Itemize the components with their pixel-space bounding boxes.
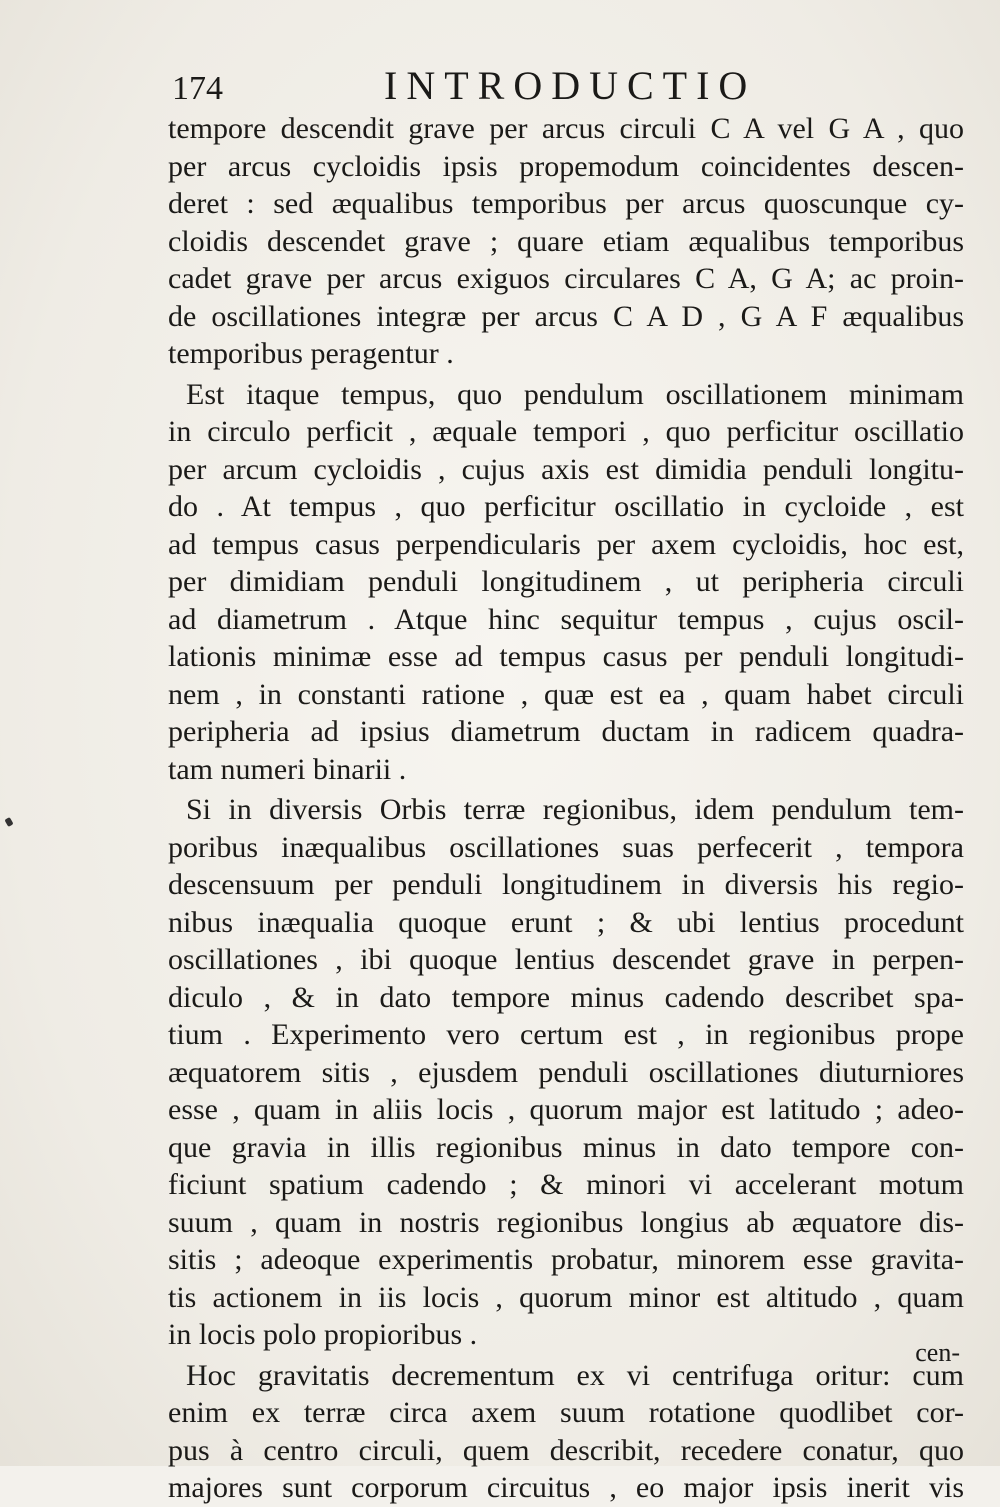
paragraph-4 bbox=[168, 1357, 964, 1507]
text-line: ad tempus casus perpendicularis per axem cycloidis, hoc est, bbox=[168, 527, 964, 561]
text-line: in locis polo propioribus . bbox=[168, 1318, 478, 1351]
paragraph-1 bbox=[168, 110, 964, 373]
paragraph-2 bbox=[168, 376, 964, 789]
text-line: tempore descendit grave per arcus circuli C A vel G A , quo bbox=[168, 112, 964, 145]
text-line: deret : sed æqualibus temporibus per arcus quoscunque cy- bbox=[168, 187, 964, 220]
text-line: cadet grave per arcus exiguos circulares C A, G A; ac proin- bbox=[168, 262, 964, 295]
text-line: esse , quam in aliis locis , quorum major est latitudo ; adeo- bbox=[168, 1093, 964, 1126]
text-line: per dimidiam penduli longitudinem , ut peripheria circuli bbox=[168, 565, 964, 598]
text-line: Si in diversis Orbis terræ regionibus, idem pendulum tem- bbox=[186, 793, 964, 826]
text-line: cloidis descendet grave ; quare etiam æqualibus temporibus bbox=[168, 224, 964, 258]
text-line: diculo , & in dato tempore minus cadendo describet spa- bbox=[168, 980, 964, 1014]
text-line: nibus inæqualia quoque erunt ; & ubi lentius procedunt bbox=[168, 905, 964, 939]
text-line: per arcus cycloidis ipsis propemodum coincidentes descen- bbox=[168, 149, 964, 183]
text-line: tis actionem in iis locis , quorum minor est altitudo , quam bbox=[168, 1280, 964, 1314]
text-line: in circulo perficit , æquale tempori , quo perficitur oscillatio bbox=[168, 415, 964, 448]
text-line: oscillationes , ibi quoque lentius descendet grave in perpen- bbox=[168, 943, 964, 976]
running-head: INTRODUCTIO bbox=[384, 63, 757, 108]
text-line: tium . Experimento vero certum est , in regionibus prope bbox=[168, 1018, 964, 1051]
text-line: lationis minimæ esse ad tempus casus per penduli longitudi- bbox=[168, 640, 964, 673]
text-line: pus à centro circuli, quem describit, recedere conatur, quo bbox=[168, 1433, 964, 1467]
text-line: Est itaque tempus, quo pendulum oscillationem minimam bbox=[186, 377, 964, 411]
text-line: do . At tempus , quo perficitur oscillatio in cycloide , est bbox=[168, 490, 964, 523]
catchword: cen- bbox=[915, 1338, 960, 1367]
text-line: peripheria ad ipsius diametrum ductam in radicem quadra- bbox=[168, 715, 964, 748]
text-line: de oscillationes integræ per arcus C A D , G A F æqualibus bbox=[168, 299, 964, 333]
text-line: enim ex terræ circa axem suum rotatione quodlibet cor- bbox=[168, 1396, 964, 1429]
text-line: nem , in constanti ratione , quæ est ea , quam habet circuli bbox=[168, 677, 964, 711]
page-header bbox=[172, 60, 962, 110]
text-line: temporibus peragentur . bbox=[168, 337, 454, 370]
text-line: que gravia in illis regionibus minus in dato tempore con- bbox=[168, 1130, 964, 1164]
paragraph-3 bbox=[168, 791, 964, 1354]
body-text bbox=[168, 110, 964, 1507]
ink-speck bbox=[4, 817, 13, 827]
text-line: suum , quam in nostris regionibus longius ab æquatore dis- bbox=[168, 1205, 964, 1239]
text-line: descensuum per penduli longitudinem in diversis his regio- bbox=[168, 868, 964, 901]
text-line: ad diametrum . Atque hinc sequitur tempus , cujus oscil- bbox=[168, 602, 964, 636]
text-line: æquatorem sitis , ejusdem penduli oscillationes diuturniores bbox=[168, 1055, 964, 1089]
page-number: 174 bbox=[172, 70, 223, 107]
text-line: per arcum cycloidis , cujus axis est dimidia penduli longitu- bbox=[168, 452, 964, 486]
text-line: sitis ; adeoque experimentis probatur, minorem esse gravita- bbox=[168, 1243, 964, 1276]
text-line: ficiunt spatium cadendo ; & minori vi accelerant motum bbox=[168, 1168, 964, 1201]
text-line: majores sunt corporum circuitus , eo major ipsis inerit vis bbox=[168, 1471, 964, 1504]
text-line: Hoc gravitatis decrementum ex vi centrifuga oritur: cum bbox=[186, 1358, 964, 1392]
text-line: poribus inæqualibus oscillationes suas perfecerit , tempora bbox=[168, 830, 964, 864]
text-line: tam numeri binarii . bbox=[168, 752, 407, 786]
